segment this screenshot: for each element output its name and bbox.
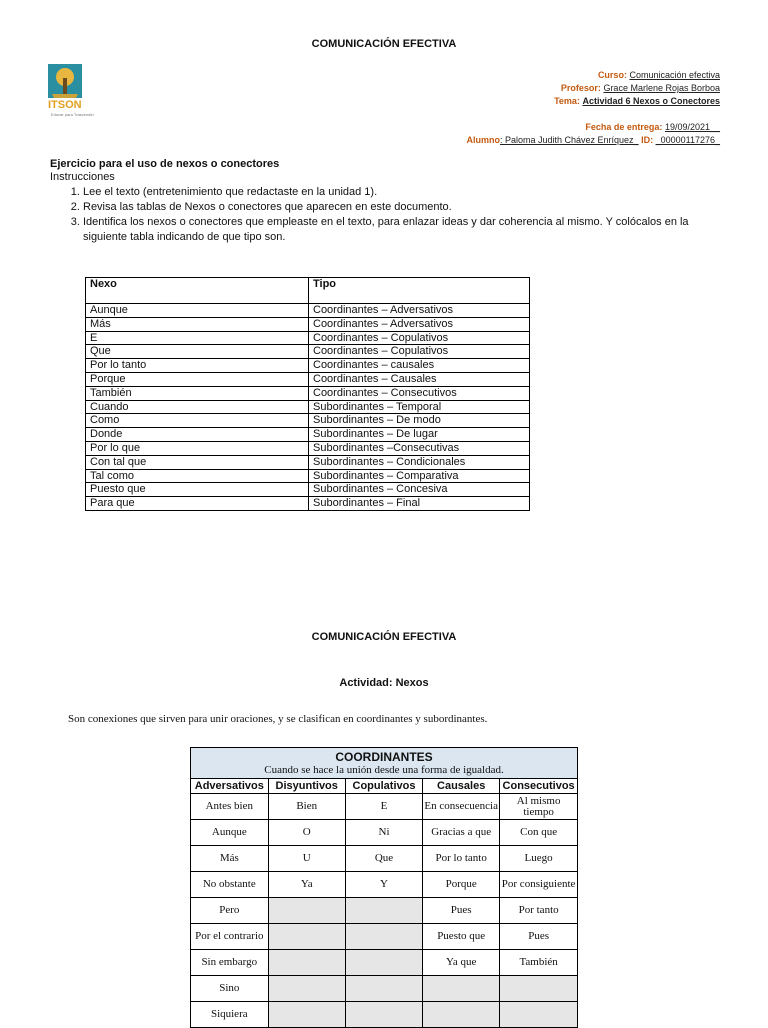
nexo-cell: Por lo que xyxy=(86,441,309,455)
activity-subtitle: Actividad: Nexos xyxy=(339,677,429,689)
table-cell: Y xyxy=(345,872,422,898)
header-tema: Tema: Actividad 6 Nexos o Conectores xyxy=(554,96,720,106)
nexo-cell: Por lo tanto xyxy=(86,359,309,373)
page2-title: COMUNICACIÓN EFECTIVA xyxy=(311,631,457,643)
nexo-cell: Puesto que xyxy=(86,483,309,497)
table-row xyxy=(191,820,578,846)
table-row xyxy=(86,304,530,318)
table-row xyxy=(86,414,530,428)
table-row xyxy=(86,331,530,345)
column-header: Disyuntivos xyxy=(268,779,345,794)
tipo-cell: Coordinantes – Adversativos xyxy=(309,304,530,318)
table-row xyxy=(86,497,530,511)
table-row xyxy=(86,345,530,359)
table-cell xyxy=(345,898,422,924)
exercise-title: Ejercicio para el uso de nexos o conectores xyxy=(50,158,280,170)
nexo-cell: Cuando xyxy=(86,400,309,414)
table-row xyxy=(86,483,530,497)
nexo-cell: Tal como xyxy=(86,469,309,483)
table-row xyxy=(86,359,530,373)
table-row xyxy=(191,950,578,976)
nexo-cell: También xyxy=(86,386,309,400)
tipo-cell: Subordinantes – De lugar xyxy=(309,428,530,442)
table-cell: Puesto que xyxy=(423,924,500,950)
column-header: Causales xyxy=(423,779,500,794)
table-cell: E xyxy=(345,794,422,820)
coordinantes-header xyxy=(191,748,578,779)
table-cell: Antes bien xyxy=(191,794,269,820)
table-cell: Por consiguiente xyxy=(500,872,578,898)
nexo-cell: Como xyxy=(86,414,309,428)
tipo-cell: Subordinantes – Comparativa xyxy=(309,469,530,483)
header-curso: Curso: Comunicación efectiva xyxy=(597,70,720,80)
column-header: Copulativos xyxy=(345,779,422,794)
table-cell xyxy=(268,976,345,1002)
table-cell xyxy=(345,976,422,1002)
tipo-cell: Subordinantes – Final xyxy=(309,497,530,511)
tipo-cell: Subordinantes – Temporal xyxy=(309,400,530,414)
table-cell xyxy=(268,1002,345,1028)
table-row xyxy=(86,400,530,414)
table-cell: Sino xyxy=(191,976,269,1002)
table-cell xyxy=(423,976,500,1002)
tipo-cell: Coordinantes – Copulativos xyxy=(309,331,530,345)
table-cell: Porque xyxy=(423,872,500,898)
table-row xyxy=(86,372,530,386)
table-row xyxy=(191,872,578,898)
logo-tagline: Educar para Trascender xyxy=(51,112,94,117)
table-cell: No obstante xyxy=(191,872,269,898)
header-alumno: Alumno: Paloma Judith Chávez Enríquez_ ID: _00000117276_ xyxy=(466,135,720,145)
header-fecha: Fecha de entrega: 19/09/2021__ xyxy=(585,122,720,132)
table-row xyxy=(86,317,530,331)
table-cell: O xyxy=(268,820,345,846)
instructions-list xyxy=(50,185,725,245)
table-cell: Con que xyxy=(500,820,578,846)
table-cell xyxy=(500,976,578,1002)
table-row xyxy=(191,846,578,872)
logo-text: ITSON xyxy=(48,99,82,111)
tipo-cell: Coordinantes – Adversativos xyxy=(309,317,530,331)
table-cell: Sin embargo xyxy=(191,950,269,976)
tipo-cell: Subordinantes – Condicionales xyxy=(309,455,530,469)
table-row xyxy=(191,976,578,1002)
table-cell xyxy=(268,950,345,976)
table-cell: Por tanto xyxy=(500,898,578,924)
table-row xyxy=(191,794,578,820)
instruction-item: 2. Revisa las tablas de Nexos o conectores que aparecen en este documento. xyxy=(83,200,725,215)
table-cell: Luego xyxy=(500,846,578,872)
tipo-cell: Subordinantes –Consecutivas xyxy=(309,441,530,455)
table-cell: Al mismo tiempo xyxy=(500,794,578,820)
coordinantes-title: COORDINANTES xyxy=(335,750,433,764)
instructions-label: Instrucciones xyxy=(50,171,115,183)
table-cell: Pues xyxy=(500,924,578,950)
table-cell xyxy=(345,1002,422,1028)
nexo-cell: Con tal que xyxy=(86,455,309,469)
instruction-item: 3. Identifica los nexos o conectores que empleaste en el texto, para enlazar ideas y dar coherencia al mismo. Y colócalos en la siguiente tabla indicando de que tipo son. xyxy=(83,215,725,245)
tipo-cell: Coordinantes – Causales xyxy=(309,372,530,386)
table-row xyxy=(86,428,530,442)
column-header: Adversativos xyxy=(191,779,269,794)
coordinantes-table xyxy=(190,747,578,1028)
table-cell: Por el contrario xyxy=(191,924,269,950)
page-title: COMUNICACIÓN EFECTIVA xyxy=(311,38,457,50)
column-header: Nexo xyxy=(86,278,309,304)
coordinantes-subtitle: Cuando se hace la unión desde una forma de igualdad. xyxy=(264,764,504,776)
header-profesor: Profesor: Grace Marlene Rojas Borboa xyxy=(560,83,720,93)
instruction-item: 1. Lee el texto (entretenimiento que redactaste en la unidad 1). xyxy=(83,185,725,200)
table-row xyxy=(191,924,578,950)
table-cell: Por lo tanto xyxy=(423,846,500,872)
table-cell xyxy=(345,924,422,950)
itson-logo xyxy=(48,64,94,124)
intro-text: Son conexiones que sirven para unir oraciones, y se clasifican en coordinantes y subordinantes. xyxy=(68,713,488,725)
nexo-cell: Más xyxy=(86,317,309,331)
table-row xyxy=(86,469,530,483)
table-cell: Pues xyxy=(423,898,500,924)
table-cell: Gracias a que xyxy=(423,820,500,846)
table-row xyxy=(86,441,530,455)
column-header: Tipo xyxy=(309,278,530,304)
table-cell: Más xyxy=(191,846,269,872)
table-row xyxy=(86,455,530,469)
nexo-cell: Porque xyxy=(86,372,309,386)
table-cell xyxy=(423,1002,500,1028)
nexo-cell: Aunque xyxy=(86,304,309,318)
table-cell xyxy=(500,1002,578,1028)
table-cell: Ya xyxy=(268,872,345,898)
table-cell: Que xyxy=(345,846,422,872)
table-row xyxy=(86,386,530,400)
table-cell xyxy=(268,898,345,924)
table-row xyxy=(191,1002,578,1028)
nexo-cell: Que xyxy=(86,345,309,359)
table-cell: Pero xyxy=(191,898,269,924)
nexo-cell: Donde xyxy=(86,428,309,442)
table-cell: Ya que xyxy=(423,950,500,976)
table-cell: Bien xyxy=(268,794,345,820)
table-cell: Aunque xyxy=(191,820,269,846)
table-cell: También xyxy=(500,950,578,976)
nexo-cell: E xyxy=(86,331,309,345)
tipo-cell: Coordinantes – Consecutivos xyxy=(309,386,530,400)
table-cell xyxy=(345,950,422,976)
table-cell: U xyxy=(268,846,345,872)
column-header: Consecutivos xyxy=(500,779,578,794)
nexos-table xyxy=(85,277,530,511)
table-cell xyxy=(268,924,345,950)
table-row xyxy=(191,898,578,924)
tipo-cell: Subordinantes – Concesiva xyxy=(309,483,530,497)
tipo-cell: Coordinantes – causales xyxy=(309,359,530,373)
tipo-cell: Coordinantes – Copulativos xyxy=(309,345,530,359)
table-cell: En consecuencia xyxy=(423,794,500,820)
tipo-cell: Subordinantes – De modo xyxy=(309,414,530,428)
table-cell: Siquiera xyxy=(191,1002,269,1028)
nexo-cell: Para que xyxy=(86,497,309,511)
table-cell: Ni xyxy=(345,820,422,846)
